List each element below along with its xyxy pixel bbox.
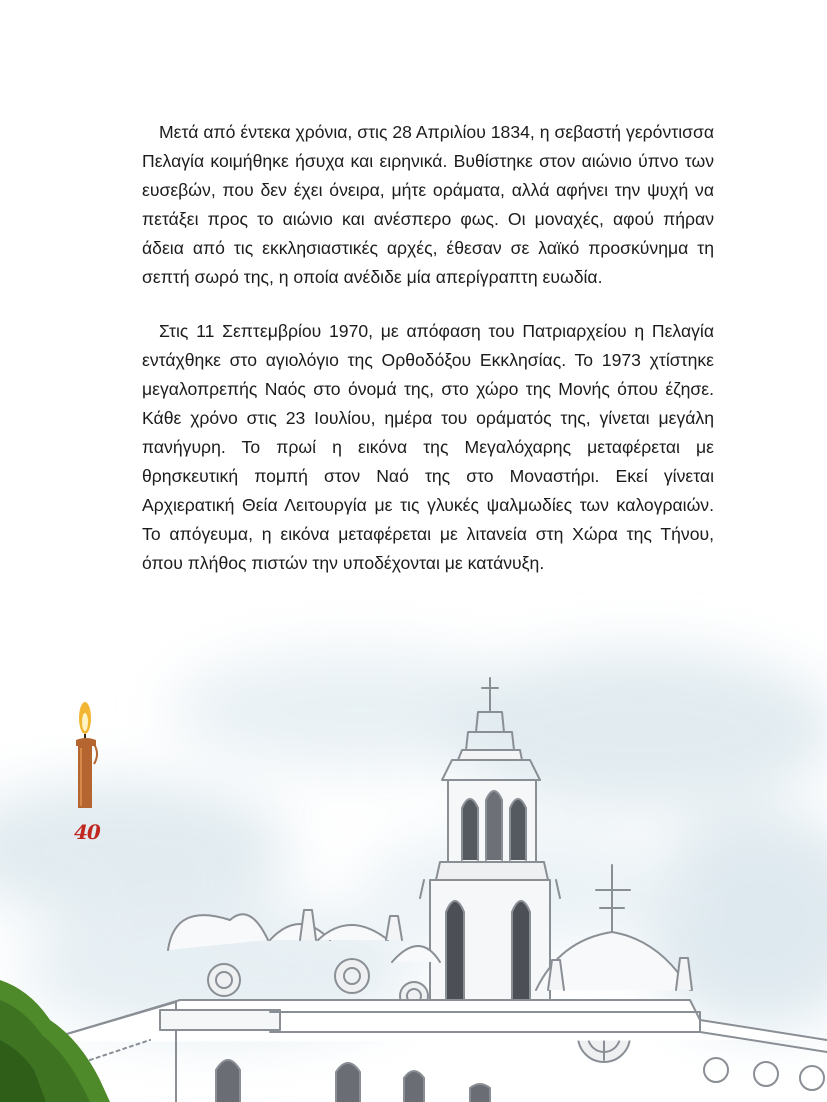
body-text xyxy=(142,118,714,578)
paragraph-1: Μετά από έντεκα χρόνια, στις 28 Απριλίου 1834, η σεβαστή γερόντισσα Πελαγία κοιμήθηκε ήσυχα και ειρηνικά. Βυθίστηκε στον αιώνιο ύπνο των ευσεβών, που δεν έχει όνειρα, μήτε οράματα, αλλά αφήνει την ψυχή να πετάξει προς το αιώνιο και ανέσπερο φως. Οι μοναχές, αφού πήραν άδεια από τις εκκλησιαστικές αρχές, έθεσαν σε λαϊκό προσκύνημα τη σεπτή σωρό της, η οποία ανέδιδε μία απερίγραπτη ευωδία. xyxy=(142,122,714,287)
page-number: 40 xyxy=(74,820,100,844)
church-illustration xyxy=(0,640,827,1102)
paragraph-2: Στις 11 Σεπτεμβρίου 1970, με απόφαση του Πατριαρχείου η Πελαγία εντάχθηκε στο αγιολόγιο της Ορθοδόξου Εκκλησίας. Το 1973 χτίστηκε μεγαλοπρεπής Ναός στο όνομά της, στο χώρο της Μονής όπου έζησε. Κάθε χρόνο στις 23 Ιουλίου, ημέρα του οράματός της, γίνεται μεγάλη πανήγυρη. Το πρωί η εικόνα της Μεγαλόχαρης μεταφέρεται με θρησκευτική πομπή στον Ναό της στο Μοναστήρι. Εκεί γίνεται Αρχιερατική Θεία Λειτουργία με τις γλυκές ψαλμωδίες των καλογραιών. Το απόγευμα, η εικόνα μεταφέρεται με λιτανεία στη Χώρα της Τήνου, όπου πλήθος πιστών την υποδέχονται με κατάνυξη. xyxy=(142,321,714,573)
candle-icon xyxy=(70,700,104,812)
